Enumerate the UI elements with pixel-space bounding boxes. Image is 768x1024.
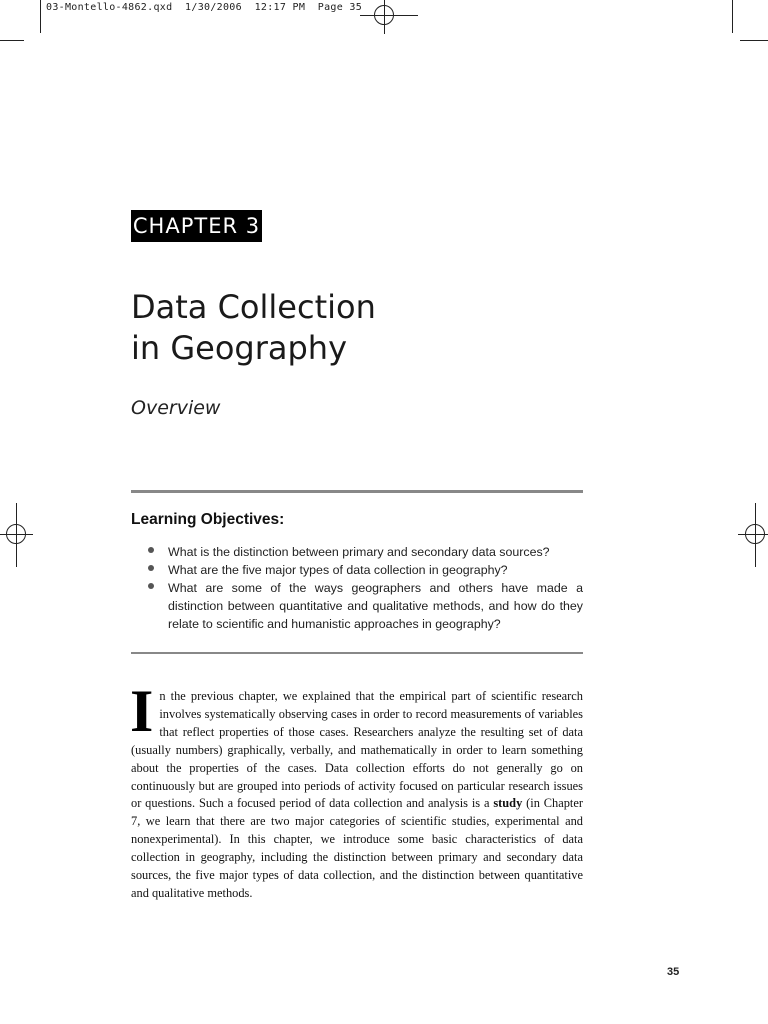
drop-cap: I [130, 678, 154, 744]
body-bold-term: study [493, 796, 523, 811]
chapter-title-line2: in Geography [131, 329, 348, 367]
divider-top [131, 490, 583, 493]
list-item [148, 543, 583, 561]
body-text-part1: n the previous chapter, we explained that the empirical part of scientific research involves systematically observing cases in order to record measurements of variables that reflect properties of those cases. Researchers analyze the resulting set of data (usually numbers) graphically, verbally, and mathematically in order to learn something about the properties of the cases. Data collection efforts do not generally go on continuously but are grouped into periods of activity focused on particular research issues or questions. Such a focused period of data collection and analysis is a [131, 689, 583, 811]
learning-objectives-list [148, 543, 583, 633]
chapter-title-line1: Data Collection [131, 288, 376, 326]
body-text-part2: (in Chapter 7, we learn that there are two major categories of scientific studies, experimental and nonexperimental). In this chapter, we introduce some basic characteristics of data collection in geography, including the distinction between primary and secondary data sources, the five major types of data collection, and the distinction between quantitative and qualitative methods. [131, 796, 583, 900]
chapter-label: CHAPTER 3 [131, 210, 262, 242]
chapter-title [131, 287, 376, 369]
bullet-icon [148, 547, 154, 553]
chapter-subtitle: Overview [131, 397, 221, 419]
bullet-icon [148, 583, 154, 589]
print-slug-header: 03-Montello-4862.qxd 1/30/2006 12:17 PM Page 35 [46, 2, 363, 13]
crop-mark [40, 0, 41, 33]
objective-text: What is the distinction between primary and secondary data sources? [168, 545, 550, 559]
crop-mark [0, 40, 24, 41]
body-paragraph [130, 678, 583, 903]
crop-mark [732, 0, 733, 33]
page-number: 35 [667, 966, 680, 978]
list-item [148, 579, 583, 633]
crop-mark [740, 40, 768, 41]
bullet-icon [148, 565, 154, 571]
objective-text: What are the five major types of data collection in geography? [168, 563, 508, 577]
list-item [148, 561, 583, 579]
learning-objectives-heading: Learning Objectives: [131, 511, 285, 528]
divider-bottom [131, 652, 583, 654]
objective-text: What are some of the ways geographers and others have made a distinction between quantitative and qualitative methods, and how do they relate to scientific and humanistic approaches in geography? [168, 581, 583, 631]
